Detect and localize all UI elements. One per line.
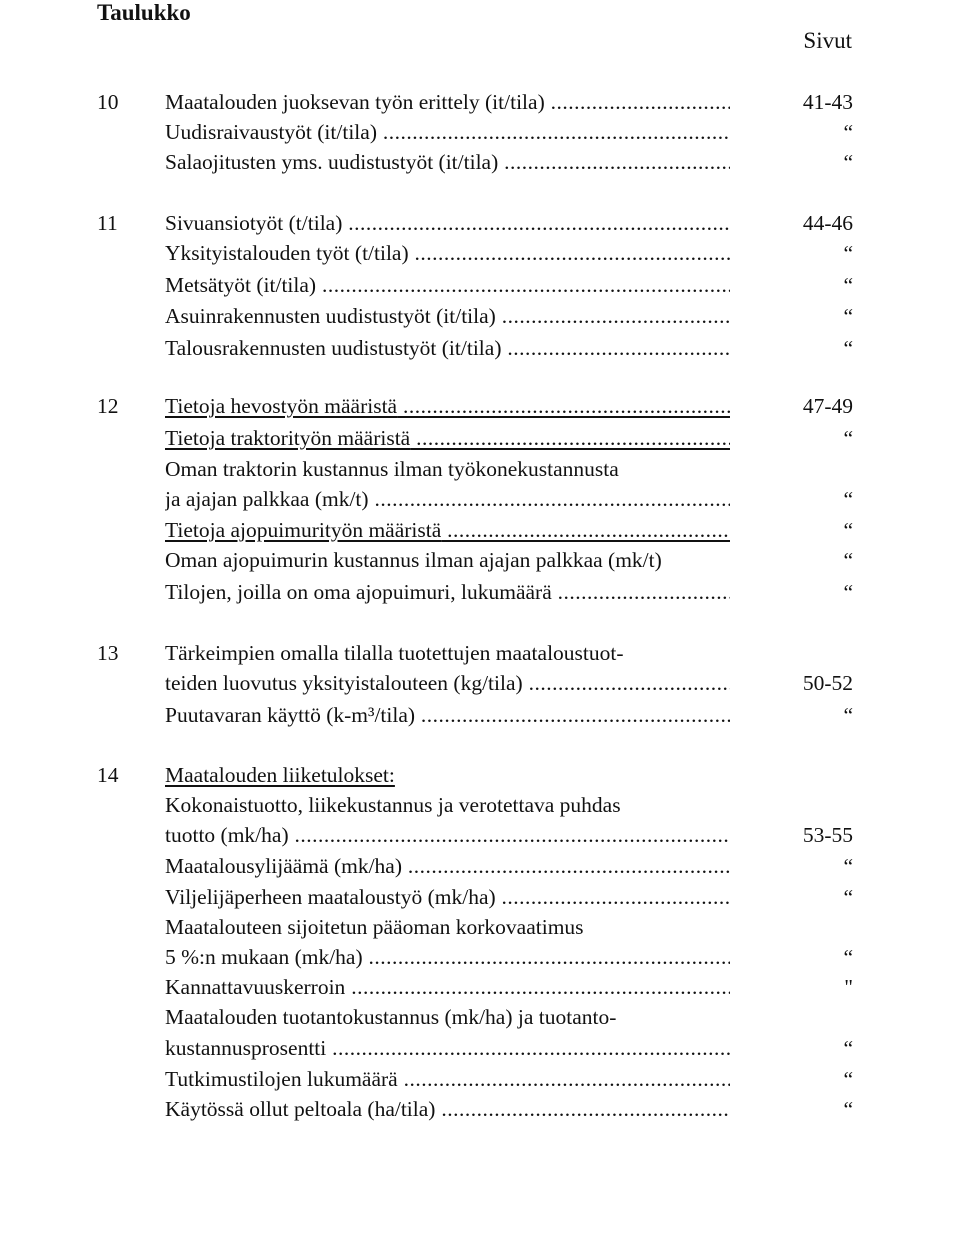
toc-row: [0, 851, 960, 881]
toc-row: [0, 1094, 960, 1124]
toc-row-page: “: [843, 703, 853, 727]
toc-row-page: 47-49: [802, 394, 853, 418]
toc-row-page: “: [843, 518, 853, 542]
toc-row-page: “: [843, 120, 853, 144]
toc-row-page: “: [843, 1097, 853, 1121]
toc-row-label: Maatalouden liiketulokset:: [165, 763, 395, 787]
toc-row-title: [165, 668, 730, 698]
toc-row: [0, 454, 960, 484]
toc-row-page: “: [843, 548, 853, 572]
toc-row-number: 14: [97, 763, 119, 787]
toc-row-title: [165, 117, 730, 147]
toc-row: [0, 333, 960, 363]
toc-row-page: “: [843, 241, 853, 265]
toc-row-page: 53-55: [802, 823, 853, 847]
toc-row: [0, 545, 960, 575]
toc-row-label: Maatalouden juoksevan työn erittely (it/tila) .....: [165, 90, 730, 114]
toc-row-title: [165, 301, 730, 331]
toc-row-label: Viljelijäperheen maataloustyö (mk/ha) .....: [165, 885, 730, 909]
toc-row: [0, 208, 960, 238]
toc-row: [0, 1002, 960, 1032]
toc-row-label: Oman traktorin kustannus ilman työkonekustannusta: [165, 457, 619, 481]
toc-row: [0, 1033, 960, 1063]
toc-row: [0, 515, 960, 545]
toc-row: [0, 147, 960, 177]
toc-row-title: [165, 820, 730, 850]
toc-row-page: “: [843, 854, 853, 878]
toc-row-title: [165, 270, 730, 300]
toc-row-label: Maatalouteen sijoitetun pääoman korkovaatimus: [165, 915, 584, 939]
toc-row-label: tuotto (mk/ha) .....: [165, 823, 730, 847]
toc-row: [0, 238, 960, 268]
toc-row-title: [165, 942, 730, 972]
toc-row: [0, 87, 960, 117]
toc-row-label: Maatalouden tuotantokustannus (mk/ha) ja tuotanto-: [165, 1005, 617, 1029]
toc-row-label: Yksityistalouden työt (t/tila) .....: [165, 241, 730, 265]
toc-row: [0, 790, 960, 820]
toc-row-label: Puutavaran käyttö (k-m³/tila) .....: [165, 703, 730, 727]
toc-row-label: Tietoja traktorityön määristä .....: [165, 426, 730, 450]
toc-row-title: [165, 851, 730, 881]
toc-row-label: ja ajajan palkkaa (mk/t) .....: [165, 487, 730, 511]
toc-row-title: [165, 423, 730, 453]
toc-row-title: [165, 1002, 730, 1032]
toc-row-page: “: [843, 885, 853, 909]
toc-row-number: 13: [97, 641, 119, 665]
toc-row: [0, 1064, 960, 1094]
toc-row-number: 10: [97, 90, 119, 114]
toc-row-label: Tutkimustilojen lukumäärä .....: [165, 1067, 730, 1091]
pages-column-header: Sivut: [803, 28, 852, 53]
toc-row-page: “: [843, 426, 853, 450]
toc-row: [0, 668, 960, 698]
toc-row-label: Tietoja hevostyön määristä .....: [165, 394, 730, 418]
toc-row-title: [165, 972, 730, 1002]
toc-row: [0, 423, 960, 453]
toc-row: [0, 760, 960, 790]
toc-row-title: [165, 391, 730, 421]
toc-row-title: [165, 790, 730, 820]
toc-row: [0, 700, 960, 730]
toc-row-title: [165, 700, 730, 730]
toc-row-title: [165, 577, 730, 607]
toc-row-title: [165, 912, 730, 942]
toc-row: [0, 117, 960, 147]
toc-row-page: “: [843, 273, 853, 297]
toc-row: [0, 972, 960, 1002]
toc-row-label: Tietoja ajopuimurityön määristä .....: [165, 518, 730, 542]
toc-row-title: [165, 638, 730, 668]
toc-row-page: “: [843, 1036, 853, 1060]
toc-row-page: “: [843, 945, 853, 969]
toc-row-title: [165, 760, 730, 790]
toc-row-page: “: [843, 1067, 853, 1091]
toc-row-title: [165, 515, 730, 545]
toc-row-label: Sivuansiotyöt (t/tila) .....: [165, 211, 730, 235]
toc-row: [0, 638, 960, 668]
toc-row-title: [165, 147, 730, 177]
toc-row-label: Tärkeimpien omalla tilalla tuotettujen maataloustuot-: [165, 641, 624, 665]
toc-row-page: “: [843, 580, 853, 604]
toc-row-label: teiden luovutus yksityistalouteen (kg/tila) .....: [165, 671, 730, 695]
toc-row-label: Metsätyöt (it/tila) .....: [165, 273, 730, 297]
toc-row-page: ": [844, 975, 853, 999]
toc-row: [0, 301, 960, 331]
toc-row: [0, 270, 960, 300]
toc-row-title: [165, 238, 730, 268]
toc-row-label: Maatalousylijäämä (mk/ha) .....: [165, 854, 730, 878]
toc-row-label: kustannusprosentti .....: [165, 1036, 730, 1060]
page-title: Taulukko: [97, 0, 191, 25]
toc-row-title: [165, 454, 730, 484]
toc-row-label: Asuinrakennusten uudistustyöt (it/tila) .....: [165, 304, 730, 328]
toc-row-title: [165, 333, 730, 363]
toc-row: [0, 882, 960, 912]
toc-row-title: [165, 1064, 730, 1094]
toc-row-label: 5 %:n mukaan (mk/ha) .....: [165, 945, 730, 969]
toc-row-page: “: [843, 487, 853, 511]
toc-row-label: Talousrakennusten uudistustyöt (it/tila) .....: [165, 336, 730, 360]
toc-row-label: Kannattavuuskerroin .....: [165, 975, 730, 999]
toc-row-title: [165, 1033, 730, 1063]
toc-row-label: Salaojitusten yms. uudistustyöt (it/tila) .....: [165, 150, 730, 174]
toc-row-title: [165, 208, 730, 238]
toc-row: [0, 820, 960, 850]
toc-row-number: 12: [97, 394, 119, 418]
toc-row-title: [165, 882, 730, 912]
toc-row-label: Käytössä ollut peltoala (ha/tila) .....: [165, 1097, 730, 1121]
toc-row-title: [165, 87, 730, 117]
toc-row-label: Kokonaistuotto, liikekustannus ja verotettava puhdas: [165, 793, 621, 817]
toc-row-title: [165, 545, 730, 575]
toc-row-label: Tilojen, joilla on oma ajopuimuri, lukumäärä .....: [165, 580, 730, 604]
toc-row: [0, 912, 960, 942]
toc-row-page: “: [843, 150, 853, 174]
toc-row: [0, 391, 960, 421]
toc-row-label: Uudisraivaustyöt (it/tila) .....: [165, 120, 730, 144]
toc-row-number: 11: [97, 211, 118, 235]
toc-row-page: 50-52: [802, 671, 853, 695]
toc-row-title: [165, 484, 730, 514]
toc-row-page: “: [843, 336, 853, 360]
toc-row: [0, 577, 960, 607]
toc-row: [0, 942, 960, 972]
toc-row-page: 41-43: [802, 90, 853, 114]
toc-row-page: 44-46: [802, 211, 853, 235]
toc-row-label: Oman ajopuimurin kustannus ilman ajajan palkkaa (mk/t): [165, 548, 662, 572]
toc-row-title: [165, 1094, 730, 1124]
toc-row: [0, 484, 960, 514]
toc-row-page: “: [843, 304, 853, 328]
